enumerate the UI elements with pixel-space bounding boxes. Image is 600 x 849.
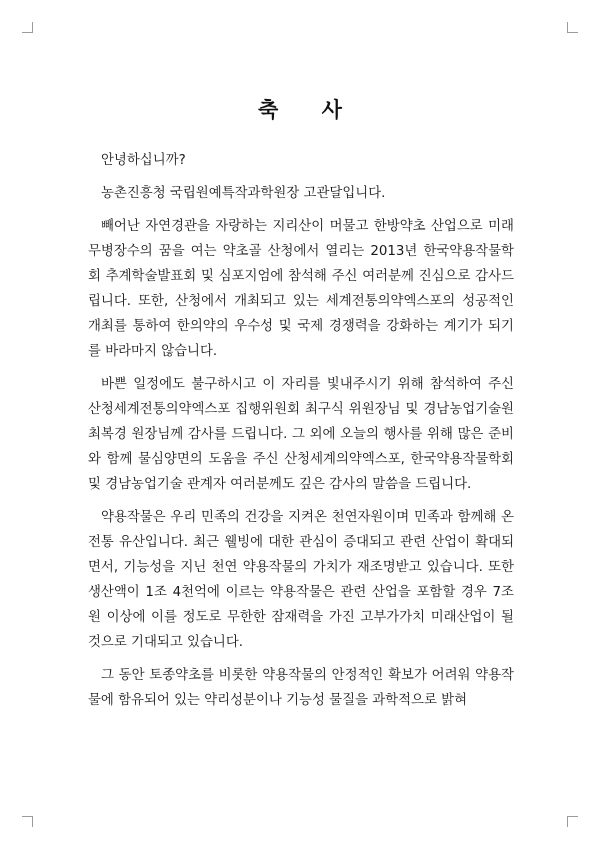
welcome-paragraph: 빼어난 자연경관을 자랑하는 지리산이 머물고 한방약초 산업으로 미래 무병장수의 꿈을 여는 약초골 산청에서 열리는 2013년 한국약용작물학회 추계학술발표회 및 심포지엄에 참석해 주신 여러분께 진심으로 감사드립니다. 또한, 산청에서 개최되고 있는 세계전통의약엑스포의 성공적인 개최를 통하여 한의약의 우수성 및 국제 경쟁력을 강화하는 계기가 되기를 바라마지 않습니다. [88, 219, 514, 359]
crop-mark-top-right [567, 22, 578, 33]
document-body [88, 148, 514, 721]
crop-mark-bottom-right [567, 816, 578, 827]
research-paragraph: 그 동안 토종약초를 비롯한 약용작물의 안정적인 확보가 어려워 약용작물에 함유되어 있는 약리성분이나 기능성 물질을 과학적으로 밝혀 [88, 668, 514, 708]
crop-mark-bottom-left [22, 816, 33, 827]
crop-mark-top-left [22, 22, 33, 33]
introduction-paragraph: 농촌진흥청 국립원예특작과학원장 고관달입니다. [101, 186, 386, 201]
page-title: 축 사 [258, 98, 360, 122]
thanks-paragraph: 바쁜 일정에도 불구하시고 이 자리를 빛내주시기 위해 참석하여 주신 산청세계전통의약엑스포 집행위원회 최구식 위원장님 및 경남농업기술원 최복경 원장님께 감사를 드립니다. 그 외에 오늘의 행사를 위해 많은 준비와 함께 물심양면의 도움을 주신 산청세계의약엑스포, 한국약용작물학회 및 경남농업기술 관계자 여러분께도 깊은 감사의 말씀을 드립니다. [88, 377, 514, 492]
medicinal-crops-paragraph: 약용작물은 우리 민족의 건강을 지켜온 천연자원이며 민족과 함께해 온 전통 유산입니다. 최근 웰빙에 대한 관심이 증대되고 관련 산업이 확대되면서, 기능성을 지닌 천연 약용작물의 가치가 재조명받고 있습니다. 또한 생산액이 1조 4천억에 이르는 약용작물은 관련 산업을 포함할 경우 7조원 이상에 이를 정도로 무한한 잠재력을 가진 고부가가치 미래산업이 될 것으로 기대되고 있습니다. [88, 510, 514, 650]
greeting-paragraph: 안녕하십니까? [101, 153, 186, 168]
